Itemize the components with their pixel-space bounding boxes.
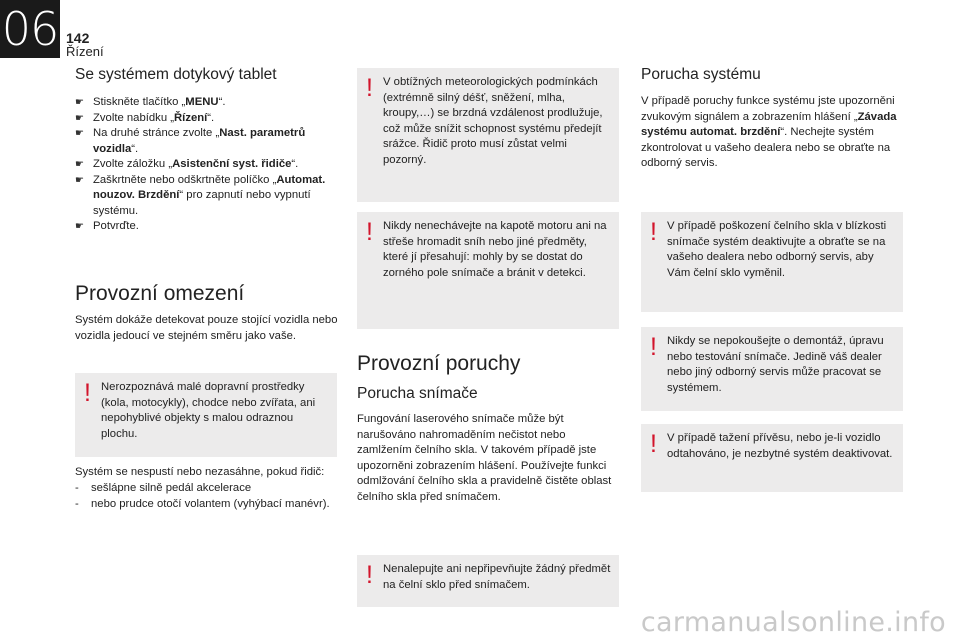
warning-box-windscreen: ! V případě poškození čelního skla v blízkosti snímače systém deaktivujte a obraťte se na vašeho dealera nebo odborný servis, aby Vám čelní sklo vyměnil. bbox=[641, 212, 903, 312]
sensor-fault-text: Fungování laserového snímače může být narušováno nahromaděním nečistot nebo zamlžením čelního skla. V takovém případě jste upozorněni zobrazením hlášení. Používejte funkci odmlžování čelního skla a pravidelně čistěte oblast čelního skla před snímačem. bbox=[357, 413, 612, 503]
warning-box-sticker: ! Nenalepujte ani nepřipevňujte žádný předmět na čelní sklo před snímačem. bbox=[357, 555, 619, 607]
red-exclamation-icon: ! bbox=[650, 430, 657, 458]
limits-heading: Provozní omezení bbox=[75, 282, 245, 305]
pointing-hand-icon: ☛ bbox=[75, 221, 84, 232]
red-exclamation-icon: ! bbox=[366, 218, 373, 246]
pointing-hand-icon: ☛ bbox=[75, 174, 84, 186]
pointing-hand-icon: ☛ bbox=[75, 97, 84, 108]
system-fault-heading: Porucha systému bbox=[641, 66, 761, 83]
warning-box-snow: ! Nikdy nenechávejte na kapotě motoru ani na střeše hromadit sníh nebo jiné předměty, které jí přesahují: mohly by se dostat do zorného pole snímače a bránit v detekci. bbox=[357, 212, 619, 329]
page-number: 142 bbox=[66, 30, 90, 46]
pointing-hand-icon: ☛ bbox=[75, 112, 84, 124]
red-exclamation-icon: ! bbox=[650, 218, 657, 246]
red-exclamation-icon: ! bbox=[366, 561, 373, 589]
warning-box-dismount: ! Nikdy se nepokoušejte o demontáž, úpravu nebo testování snímače. Jedině váš dealer nebo jiný odborný servis může pracovat se systémem. bbox=[641, 327, 903, 411]
limits-text: Systém dokáže detekovat pouze stojící vozidla nebo vozidla jedoucí ve stejném směru jako vaše. bbox=[75, 314, 338, 342]
step-item: ☛ Stiskněte tlačítko „MENU“. bbox=[75, 95, 337, 111]
pointing-hand-icon: ☛ bbox=[75, 159, 84, 170]
faults-heading: Provozní poruchy bbox=[357, 352, 521, 375]
red-exclamation-icon: ! bbox=[366, 74, 373, 102]
list-item: - sešlápne silně pedál akcelerace bbox=[75, 482, 252, 494]
step-item: ☛ Zvolte záložku „Asistenční syst. řidiče“. bbox=[75, 157, 337, 173]
warning-box-weather: ! V obtížných meteorologických podmínkách (extrémně silný déšť, sněžení, mlha, kroupy,…) se brzdná vzdálenost prodlužuje, což může snížit schopnost systému předejít srážce. Řidič proto musí zůstat velmi pozorný. bbox=[357, 68, 619, 202]
step-item: ☛ Na druhé stránce zvolte „Nast. parametrů vozidla“. bbox=[75, 127, 306, 155]
section-name: Řízení bbox=[66, 44, 104, 59]
warning-box-trailer: ! V případě tažení přívěsu, nebo je-li vozidlo odtahováno, je nezbytné systém deaktivovat. bbox=[641, 424, 903, 492]
list-item: - nebo prudce otočí volantem (vyhýbací manévr). bbox=[75, 497, 330, 510]
pointing-hand-icon: ☛ bbox=[75, 128, 84, 139]
system-fault-text: V případě poruchy funkce systému jste upozorněni zvukovým signálem a zobrazením hlášení „Závada systému automat. brzdění“. Nechejte systém zkontrolovat u vašeho dealera nebo se obraťte na odborný servis. bbox=[641, 95, 897, 169]
step-item: ☛ Zaškrtněte nebo odškrtněte políčko „Automat. nouzov. Brzdění“ pro zapnutí nebo vypnutí systému. bbox=[75, 173, 326, 217]
step-item: ☛ Zvolte nabídku „Řízení“. bbox=[75, 111, 337, 127]
watermark: carmanualsonline.info bbox=[640, 607, 946, 638]
steps-list bbox=[75, 95, 337, 235]
step-item: ☛ Potvrďte. bbox=[75, 219, 337, 235]
warning-box-small-vehicles: ! Nerozpoznává malé dopravní prostředky (kola, motocykly), chodce nebo zvířata, ani nepohyblivé objekty s malou odraznou plochu. bbox=[75, 373, 337, 457]
red-exclamation-icon: ! bbox=[84, 379, 91, 407]
trigger-intro: Systém se nespustí nebo nezasáhne, pokud řidič: bbox=[75, 466, 325, 478]
trigger-list bbox=[75, 481, 341, 512]
chapter-number: 06 bbox=[1, 2, 59, 56]
sensor-fault-heading: Porucha snímače bbox=[357, 385, 478, 402]
red-exclamation-icon: ! bbox=[650, 333, 657, 361]
touch-tablet-heading: Se systémem dotykový tablet bbox=[75, 66, 277, 83]
